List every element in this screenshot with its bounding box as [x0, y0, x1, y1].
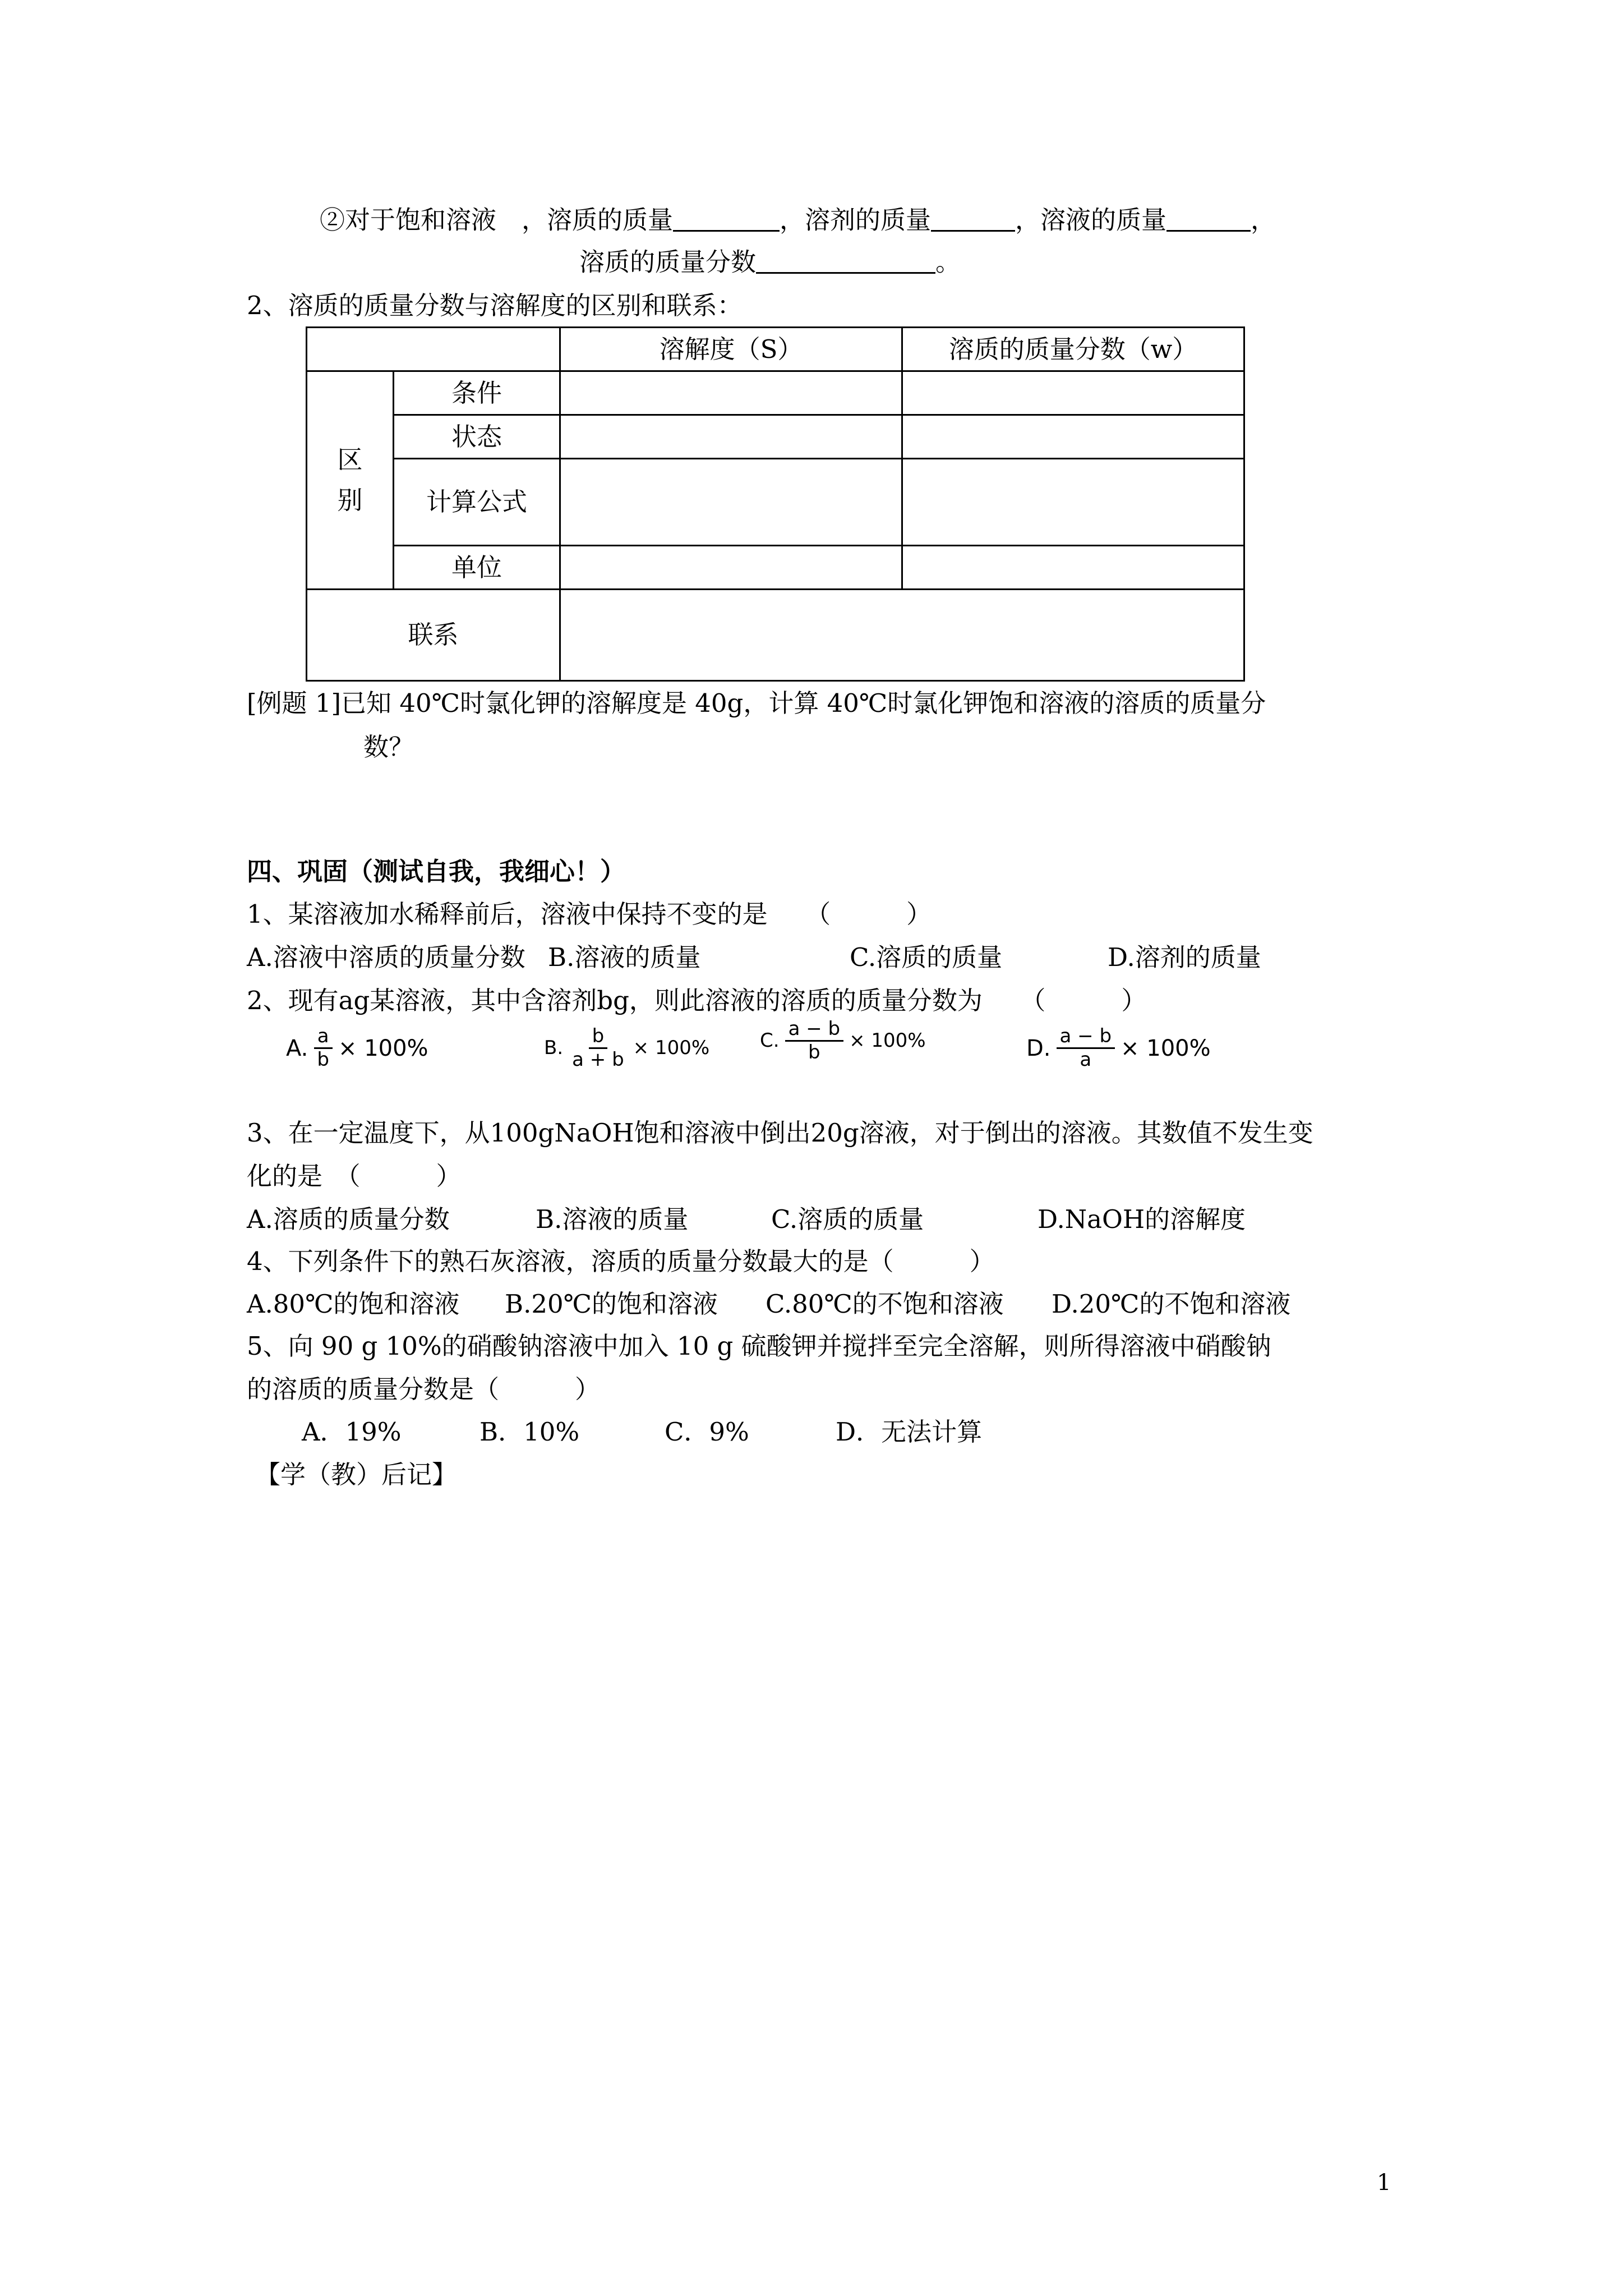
answer-blank[interactable]	[673, 205, 780, 232]
row-label-formula: 计算公式	[394, 459, 560, 546]
q2-option-a[interactable]: A. $\frac{a}{b}$ × 100%	[286, 1025, 428, 1071]
answer-blank[interactable]	[756, 247, 935, 274]
q3-option-b[interactable]: B.溶液的质量	[536, 1204, 689, 1234]
page-number: 1	[1377, 2170, 1391, 2196]
q3-option-d[interactable]: D.NaOH的溶解度	[1038, 1204, 1246, 1234]
table-cell[interactable]	[902, 546, 1244, 590]
afterword-heading: 【学（教）后记】	[255, 1460, 458, 1489]
q4-option-d[interactable]: D.20℃的不饱和溶液	[1052, 1289, 1291, 1319]
column-header-solubility: 溶解度（S）	[560, 328, 902, 371]
fraction: $\frac{a}{b}$	[313, 1025, 333, 1071]
table-cell[interactable]	[560, 415, 902, 459]
difference-label: 区别	[307, 371, 394, 590]
table-cell[interactable]	[560, 371, 902, 415]
q3-stem-line-1: 3、在一定温度下，从100gNaOH饱和溶液中倒出20g溶液，对于倒出的溶液。其数值不发生变	[247, 1118, 1313, 1148]
q5-stem-line-2: 的溶质的质量分数是（ ）	[247, 1374, 601, 1404]
q5-option-d[interactable]: D．无法计算	[836, 1417, 983, 1447]
saturated-solution-line: ②对于饱和溶液 ，溶质的质量 ，溶剂的质量 ，溶液的质量 ，	[320, 205, 1276, 235]
q4-option-a[interactable]: A.80℃的饱和溶液	[247, 1289, 460, 1319]
q4-option-c[interactable]: C.80℃的不饱和溶液	[766, 1289, 1004, 1319]
example-line-1: [例题 1]已知 40℃时氯化钾的溶解度是 40g，计算 40℃时氯化钾饱和溶液的溶质的质量分	[247, 688, 1266, 718]
q1-option-a[interactable]: A.溶液中溶质的质量分数	[247, 942, 525, 972]
table-cell[interactable]	[560, 459, 902, 546]
q1-option-d[interactable]: D.溶剂的质量	[1108, 942, 1261, 972]
q3-option-a[interactable]: A.溶质的质量分数	[247, 1204, 450, 1234]
q5-option-c[interactable]: C．9%	[665, 1417, 749, 1447]
fraction: $\frac{a - b}{b}$	[785, 1018, 844, 1064]
q4-option-b[interactable]: B.20℃的饱和溶液	[505, 1289, 718, 1319]
comparison-table	[306, 326, 1245, 682]
q2-option-b[interactable]: B. $\frac{b}{a + b}$ × 100%	[544, 1025, 710, 1071]
q5-option-b[interactable]: B．10%	[479, 1417, 580, 1447]
example-line-2: 数？	[363, 732, 414, 762]
table-cell[interactable]	[560, 546, 902, 590]
table-cell[interactable]	[902, 415, 1244, 459]
column-header-mass-fraction: 溶质的质量分数（w）	[902, 328, 1244, 371]
q1-stem: 1、某溶液加水稀释前后，溶液中保持不变的是 （ ）	[247, 899, 932, 929]
q3-stem-line-2: 化的是 （ ）	[247, 1161, 462, 1191]
q3-option-c[interactable]: C.溶质的质量	[771, 1204, 924, 1234]
q2-stem: 2、现有ag某溶液，其中含溶剂bg，则此溶液的溶质的质量分数为 （ ）	[247, 986, 1147, 1015]
q2-option-d[interactable]: D. $\frac{a - b}{a}$ × 100%	[1026, 1025, 1211, 1071]
q4-stem: 4、下列条件下的熟石灰溶液，溶质的质量分数最大的是（ ）	[247, 1246, 995, 1276]
answer-blank[interactable]	[931, 205, 1015, 232]
table-cell[interactable]	[902, 371, 1244, 415]
fraction: $\frac{b}{a + b}$	[572, 1025, 624, 1071]
table-cell[interactable]	[560, 590, 1244, 681]
table-corner-cell	[307, 328, 560, 371]
section2-title: 2、溶质的质量分数与溶解度的区别和联系：	[247, 291, 743, 320]
q1-option-c[interactable]: C.溶质的质量	[850, 942, 1003, 972]
section4-heading: 四、巩固（测试自我，我细心！）	[247, 857, 626, 886]
fraction: $\frac{a - b}{a}$	[1057, 1025, 1115, 1071]
q5-stem-line-1: 5、向 90 g 10%的硝酸钠溶液中加入 10 g 硫酸钾并搅拌至完全溶解，则所得溶液中硝酸钠	[247, 1331, 1271, 1361]
table-cell[interactable]	[902, 459, 1244, 546]
row-label-relation: 联系	[307, 590, 560, 681]
row-label-unit: 单位	[394, 546, 560, 590]
q5-option-a[interactable]: A．19%	[302, 1417, 402, 1447]
row-label-condition: 条件	[394, 371, 560, 415]
mass-fraction-line: 溶质的质量分数 。	[579, 247, 961, 277]
answer-blank[interactable]	[1166, 205, 1251, 232]
q2-option-c[interactable]: C. $\frac{a - b}{b}$ × 100%	[760, 1018, 926, 1064]
q1-option-b[interactable]: B.溶液的质量	[548, 942, 701, 972]
row-label-state: 状态	[394, 415, 560, 459]
